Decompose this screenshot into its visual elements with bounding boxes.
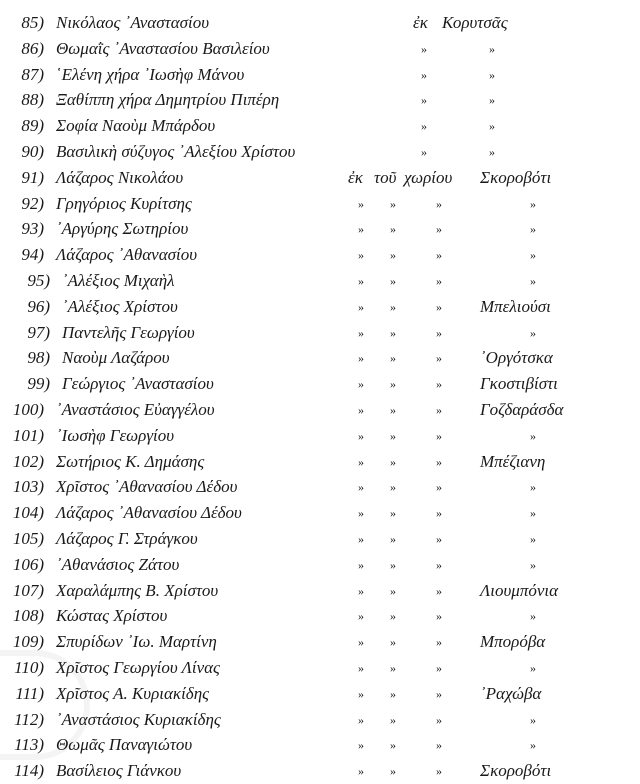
ditto-mark: »	[390, 222, 396, 237]
entry-number: 87)	[21, 64, 44, 84]
entry-name: Ναοὺμ Λαζάρου	[62, 348, 170, 368]
ditto-mark: »	[390, 712, 396, 727]
ditto-mark: »	[530, 661, 536, 675]
ditto-mark: »	[436, 506, 442, 521]
list-entry	[0, 474, 640, 500]
list-entry	[0, 707, 640, 733]
entry-name: Λάζαρος Γ. Στράγκου	[56, 529, 198, 548]
ditto-mark: »	[390, 274, 396, 288]
ditto-mark: »	[436, 712, 442, 727]
ditto-mark: »	[489, 41, 495, 56]
entry-number: 90)	[21, 142, 44, 161]
entry-name: Βασίλειος Γιάνκου	[56, 761, 182, 781]
entry-number: 91)	[21, 167, 44, 187]
ditto-mark: »	[358, 325, 364, 340]
origin-text: Μπορόβα	[480, 632, 546, 652]
ditto-mark: »	[530, 506, 536, 521]
entry-name: ῾Ελένη χήρα ᾿Ιωσὴφ Μάνου	[56, 64, 245, 84]
list-entry	[0, 449, 640, 475]
ditto-mark: »	[436, 274, 442, 288]
entry-number: 103)	[12, 477, 44, 497]
ditto-mark: »	[358, 532, 364, 546]
ditto-mark: »	[358, 583, 364, 598]
list-entry	[0, 294, 640, 320]
ditto-mark: »	[436, 248, 442, 263]
ditto-mark: »	[530, 532, 536, 546]
ditto-mark: »	[358, 480, 364, 495]
entry-number: 93)	[21, 219, 44, 239]
ditto-mark: »	[489, 93, 495, 108]
origin-text: Λιουμπόνια	[480, 580, 559, 600]
entry-name: Χρῖστος Γεωργίου Λίνας	[56, 658, 220, 677]
entry-number: 85)	[21, 13, 44, 32]
ditto-mark: »	[436, 635, 442, 650]
origin-text: Σκοροβότι	[480, 167, 552, 187]
entry-name: Κώστας Χρίστου	[56, 606, 168, 626]
ditto-mark: »	[436, 661, 442, 675]
ditto-mark: »	[530, 196, 536, 211]
entry-number: 104)	[12, 503, 44, 523]
ditto-mark: »	[436, 557, 442, 572]
origin-text: Σκοροβότι	[480, 761, 552, 781]
ditto-mark: »	[530, 609, 536, 624]
list-entry	[0, 216, 640, 242]
ditto-mark: »	[436, 428, 442, 443]
entry-number: 101)	[12, 425, 44, 445]
ditto-mark: »	[436, 480, 442, 495]
entry-number: 110)	[14, 658, 44, 677]
entry-number: 99)	[27, 374, 50, 394]
ditto-mark: »	[390, 196, 396, 211]
ditto-mark: »	[358, 351, 364, 366]
list-entry	[0, 603, 640, 629]
entry-number: 97)	[27, 322, 50, 342]
list-entry	[0, 268, 640, 294]
list-entry	[0, 397, 640, 423]
ditto-mark: »	[421, 119, 427, 134]
entry-name: ᾿Αναστάσιος Εὐαγγέλου	[56, 400, 215, 419]
ditto-mark: »	[390, 686, 396, 701]
entry-number: 107)	[12, 580, 44, 600]
list-entry	[0, 655, 640, 681]
entry-number: 88)	[21, 90, 44, 110]
entry-name: Χαραλάμπης Β. Χρίστου	[56, 580, 219, 600]
list-entry	[0, 320, 640, 346]
entry-number: 95)	[27, 271, 50, 290]
entry-number: 100)	[12, 400, 44, 419]
ditto-mark: »	[390, 738, 396, 753]
ditto-mark: »	[530, 712, 536, 727]
entry-number: 106)	[12, 554, 44, 574]
entry-name: Γεώργιος ᾿Αναστασίου	[62, 374, 214, 394]
entry-number: 113)	[14, 735, 44, 755]
entry-name: Χρῖστος ᾿Αθανασίου Δέδου	[56, 477, 238, 497]
entry-number: 96)	[27, 296, 50, 316]
ditto-mark: »	[390, 635, 396, 650]
list-entry	[0, 371, 640, 397]
entry-name: Λάζαρος ᾿Αθανασίου Δέδου	[56, 503, 242, 523]
list-entry	[0, 526, 640, 552]
origin-text: Μπέζιανη	[480, 451, 546, 471]
entry-name: ᾿Αναστάσιος Κυριακίδης	[56, 709, 221, 729]
origin-text: ᾿Οργότσκα	[480, 348, 553, 368]
entry-number: 111)	[15, 683, 44, 703]
ditto-mark: »	[358, 299, 364, 314]
ditto-mark: »	[390, 557, 396, 572]
ditto-mark: »	[358, 248, 364, 263]
ditto-mark: »	[358, 764, 364, 779]
entry-name: Σοφία Ναοὺμ Μπάρδου	[56, 116, 216, 136]
ditto-mark: »	[390, 609, 396, 624]
ditto-mark: »	[530, 248, 536, 263]
entry-name: Χρῖστος Α. Κυριακίδης	[56, 683, 210, 703]
origin-text: Γκοστιβίστι	[480, 374, 558, 394]
ditto-mark: »	[530, 428, 536, 443]
entry-name: ᾿Αργύρης Σωτηρίου	[56, 219, 189, 239]
list-entry	[0, 500, 640, 526]
ditto-mark: »	[390, 299, 396, 314]
ditto-mark: »	[421, 145, 427, 159]
ditto-mark: »	[530, 557, 536, 572]
ditto-mark: »	[390, 661, 396, 675]
list-entry	[0, 10, 640, 36]
ditto-mark: »	[436, 583, 442, 598]
ditto-mark: »	[358, 428, 364, 443]
ditto-mark: »	[421, 67, 427, 82]
ditto-mark: »	[436, 764, 442, 779]
list-entry	[0, 139, 640, 165]
ditto-mark: »	[530, 274, 536, 288]
ditto-mark: »	[489, 67, 495, 82]
list-entry	[0, 732, 640, 758]
ditto-mark: »	[489, 145, 495, 159]
ditto-mark: »	[436, 351, 442, 366]
ditto-mark: »	[436, 738, 442, 753]
entry-number: 109)	[12, 632, 44, 652]
ditto-mark: »	[436, 609, 442, 624]
list-entry	[0, 87, 640, 113]
entry-number: 89)	[21, 116, 44, 136]
ditto-mark: »	[358, 403, 364, 417]
ditto-mark: »	[421, 41, 427, 56]
ditto-mark: »	[436, 403, 442, 417]
entry-name: Ξαθίππη χήρα Δημητρίου Πιπέρη	[56, 90, 280, 110]
entry-number: 102)	[12, 451, 44, 471]
ditto-mark: »	[390, 480, 396, 495]
entry-name: Γρηγόριος Κυρίτσης	[56, 193, 192, 213]
list-entry	[0, 242, 640, 268]
ditto-mark: »	[390, 583, 396, 598]
ditto-mark: »	[421, 93, 427, 108]
ditto-mark: »	[358, 377, 364, 392]
ditto-mark: »	[530, 738, 536, 753]
ditto-mark: »	[358, 686, 364, 701]
entry-name: Νικόλαος ᾿Αναστασίου	[56, 13, 210, 32]
ditto-mark: »	[358, 557, 364, 572]
ditto-mark: »	[390, 351, 396, 366]
ditto-mark: »	[390, 764, 396, 779]
entry-name: Σωτήριος Κ. Δημάσης	[56, 451, 205, 471]
ditto-mark: »	[358, 712, 364, 727]
ditto-mark: »	[390, 428, 396, 443]
ditto-mark: »	[358, 635, 364, 650]
entry-name: Θωμαῒς ᾿Αναστασίου Βασιλείου	[56, 38, 270, 58]
origin-text: χωρίου	[404, 167, 453, 187]
entry-name: Λάζαρος Νικολάου	[56, 167, 184, 187]
ditto-mark: »	[530, 480, 536, 495]
list-entry	[0, 36, 640, 62]
ditto-mark: »	[358, 609, 364, 624]
entry-number: 105)	[12, 529, 44, 548]
entry-name: ᾿Αθανάσιος Ζάτου	[56, 554, 180, 574]
entry-name: ᾿Αλέξιος Μιχαὴλ	[62, 271, 175, 290]
entry-number: 86)	[21, 38, 44, 58]
ditto-mark: »	[530, 222, 536, 237]
ditto-mark: »	[390, 377, 396, 392]
entry-name: Παντελῆς Γεωργίου	[62, 322, 195, 342]
entry-number: 114)	[14, 761, 44, 781]
list-entry	[0, 578, 640, 604]
list-entry	[0, 191, 640, 217]
list-entry	[0, 681, 640, 707]
list-entry	[0, 629, 640, 655]
ditto-mark: »	[436, 532, 442, 546]
entry-name: Σπυρίδων ᾿Ιω. Μαρτίνη	[56, 632, 217, 652]
origin-text: Μπελιούσι	[480, 296, 551, 316]
origin-text: Γοζδαράσδα	[480, 400, 564, 419]
ditto-mark: »	[390, 506, 396, 521]
entry-name: Βασιλικὴ σύζυγος ᾿Αλεξίου Χρίστου	[56, 142, 296, 161]
list-entry	[0, 113, 640, 139]
ditto-mark: »	[436, 686, 442, 701]
ditto-mark: »	[358, 196, 364, 211]
ditto-mark: »	[358, 506, 364, 521]
ditto-mark: »	[390, 532, 396, 546]
ditto-mark: »	[436, 325, 442, 340]
entry-number: 98)	[27, 348, 50, 368]
ditto-mark: »	[358, 222, 364, 237]
ditto-mark: »	[390, 248, 396, 263]
ditto-mark: »	[358, 274, 364, 288]
ditto-mark: »	[436, 454, 442, 469]
list-entry	[0, 62, 640, 88]
entry-number: 108)	[12, 606, 44, 626]
entry-name: ᾿Ιωσὴφ Γεωργίου	[56, 425, 175, 445]
entry-number: 94)	[21, 245, 44, 265]
ditto-mark: »	[530, 325, 536, 340]
ditto-mark: »	[358, 661, 364, 675]
list-entry	[0, 552, 640, 578]
ditto-mark: »	[358, 738, 364, 753]
ditto-mark: »	[390, 403, 396, 417]
ditto-mark: »	[489, 119, 495, 134]
entry-number: 112)	[14, 709, 44, 729]
origin-text: ἐκ	[348, 167, 363, 187]
ditto-mark: »	[436, 222, 442, 237]
entry-name: Λάζαρος ᾿Αθανασίου	[56, 245, 198, 265]
origin-text: Κορυτσᾶς	[442, 13, 508, 32]
origin-text: ᾿Ραχώβα	[480, 683, 542, 703]
entry-number: 92)	[21, 193, 44, 213]
origin-text: τοῦ	[374, 167, 397, 187]
origin-text: ἐκ	[413, 13, 428, 32]
entry-name: ᾿Αλέξιος Χρίστου	[62, 296, 178, 316]
ditto-mark: »	[436, 377, 442, 392]
ditto-mark: »	[390, 325, 396, 340]
list-entry	[0, 345, 640, 371]
list-entry	[0, 165, 640, 191]
ditto-mark: »	[436, 299, 442, 314]
ditto-mark: »	[358, 454, 364, 469]
ditto-mark: »	[436, 196, 442, 211]
entry-name: Θωμᾶς Παναγιώτου	[56, 735, 193, 755]
list-entry	[0, 423, 640, 449]
list-entry	[0, 758, 640, 784]
ditto-mark: »	[390, 454, 396, 469]
